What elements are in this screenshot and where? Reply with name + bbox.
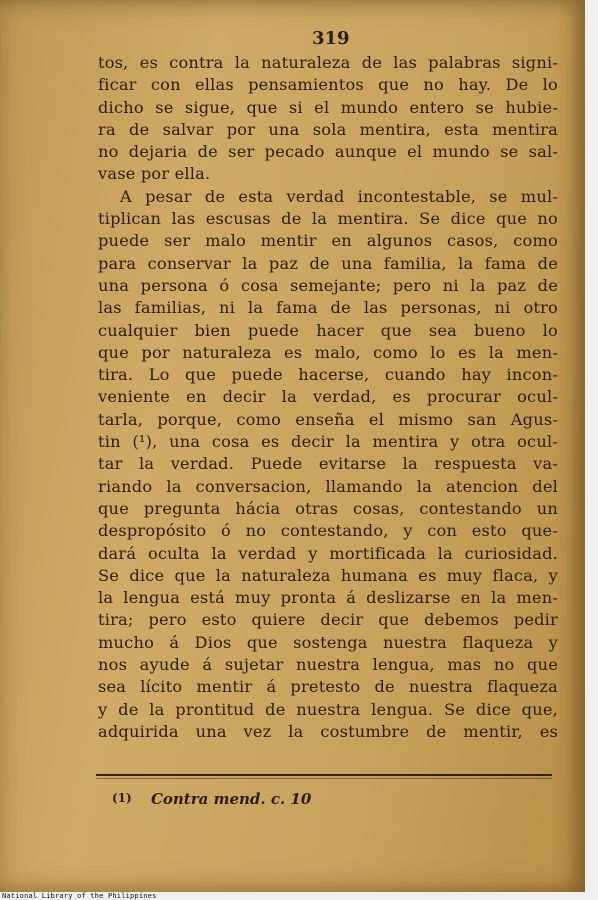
text-line: tarla, porque, como enseña el mismo san Agus- — [98, 409, 558, 429]
library-credit: National Library of the Philippines — [2, 892, 157, 900]
text-line: tos, es contra la naturaleza de las palabras signi- — [98, 53, 558, 72]
page-number: 319 — [312, 28, 350, 49]
text-line: vase por ella. — [98, 164, 211, 184]
text-line: dicho se sigue, que si el mundo entero se hubie- — [98, 97, 558, 117]
text-line: ficar con ellas pensamientos que no hay. De lo — [98, 75, 558, 95]
text-line: una persona ó cosa semejante; pero ni la paz de — [98, 275, 558, 295]
text-line: mucho á Dios que sostenga nuestra flaqueza y — [98, 632, 558, 652]
text-line: que pregunta hácia otras cosas, contestando un — [98, 498, 558, 518]
text-line: riando la conversacion, llamando la atencion del — [98, 476, 558, 496]
text-line: tira. Lo que puede hacerse, cuando hay incon- — [98, 365, 558, 385]
body-text — [98, 52, 558, 743]
text-line: adquirida una vez la costumbre de mentir, es — [98, 721, 558, 741]
text-line: tin (¹), una cosa es decir la mentira y otra ocul- — [98, 432, 558, 452]
footnote-text: Contra mend. c. 10 — [150, 790, 312, 808]
text-line: Se dice que la naturaleza humana es muy flaca, y — [98, 565, 558, 585]
text-line: tiplican las escusas de la mentira. Se dice que no — [98, 209, 558, 229]
text-line: puede ser malo mentir en algunos casos, como — [98, 231, 558, 251]
text-line: A pesar de esta verdad incontestable, se mul- — [120, 186, 558, 206]
text-line: para conservar la paz de una familia, la fama de — [98, 253, 558, 273]
text-line: tira; pero esto quiere decir que debemos pedir — [98, 610, 558, 630]
footnote-ref: (1) — [112, 791, 132, 805]
text-line: cualquier bien puede hacer que sea bueno lo — [98, 320, 558, 340]
footnote-divider — [96, 774, 552, 776]
text-line: veniente en decir la verdad, es procurar ocul- — [98, 387, 558, 407]
text-line: y de la prontitud de nuestra lengua. Se dice que, — [98, 699, 558, 719]
text-line: tar la verdad. Puede evitarse la respuesta va- — [98, 454, 558, 474]
text-line: despropósito ó no contestando, y con esto que- — [98, 521, 558, 541]
text-line: las familias, ni la fama de las personas, ni otro — [98, 298, 558, 318]
text-line: que por naturaleza es malo, como lo es la men- — [98, 342, 558, 362]
text-line: nos ayude á sujetar nuestra lengua, mas no que — [98, 655, 558, 675]
text-line: ra de salvar por una sola mentira, esta mentira — [98, 119, 558, 139]
footnote-divider-thin — [96, 778, 552, 779]
text-line: no dejaria de ser pecado aunque el mundo se sal- — [98, 142, 558, 162]
text-line: dará oculta la verdad y mortificada la curiosidad. — [98, 543, 558, 563]
text-line: la lengua está muy pronta á deslizarse en la men- — [98, 588, 558, 608]
footnote — [112, 790, 311, 808]
text-line: sea lícito mentir á pretesto de nuestra flaqueza — [98, 677, 558, 697]
